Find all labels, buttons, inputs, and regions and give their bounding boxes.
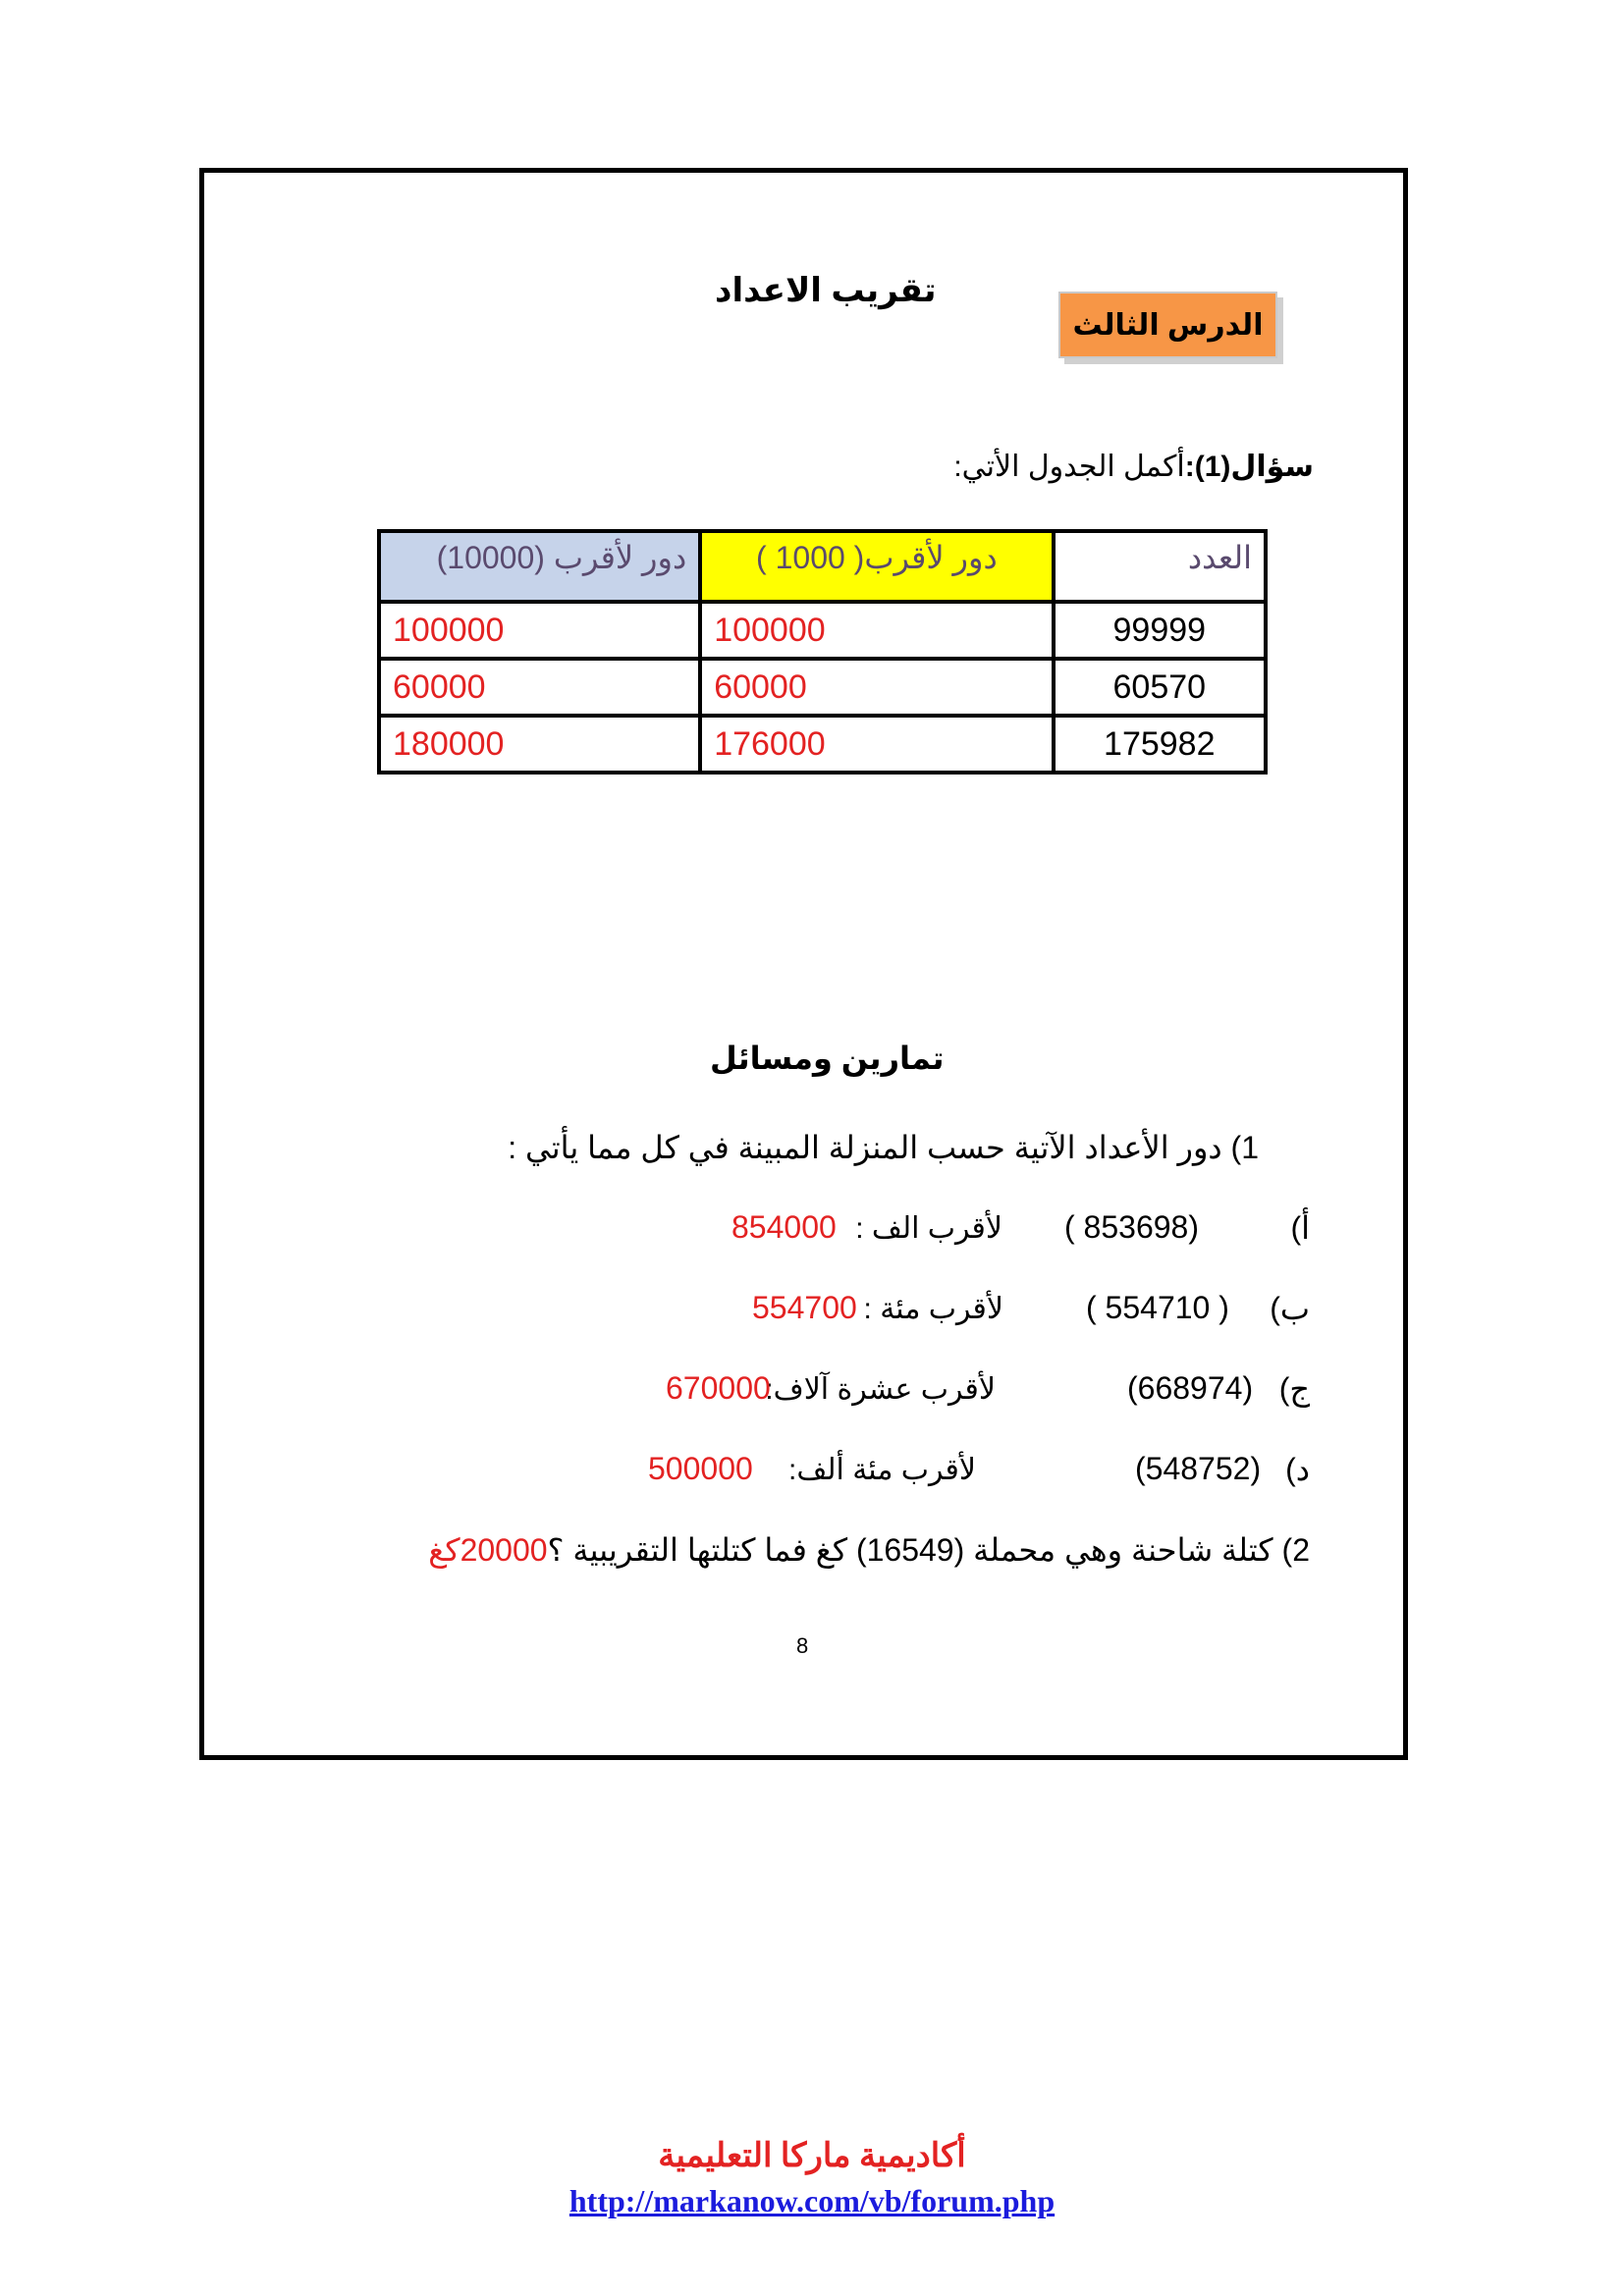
page-frame bbox=[199, 168, 1408, 1760]
exercise-item-a-number: (853698 ) bbox=[1064, 1209, 1199, 1245]
exercise-item-d-number: (548752) bbox=[1135, 1451, 1262, 1486]
cell-nearest-10000: 100000 bbox=[379, 602, 700, 659]
question-1-label: سؤال(1): bbox=[1184, 451, 1314, 483]
table-header-row bbox=[379, 531, 1266, 602]
exercise-item-c-number: (668974) bbox=[1127, 1370, 1254, 1406]
exercise-item-c-label: لأقرب عشرة آلاف: bbox=[765, 1373, 996, 1406]
lesson-badge-label: الدرس الثالث bbox=[1072, 308, 1264, 342]
exercise-item-b-answer: 554700 bbox=[752, 1290, 857, 1325]
header-nearest-1000: دور لأقرب( 1000 ) bbox=[700, 531, 1053, 602]
cell-number: 99999 bbox=[1054, 602, 1266, 659]
exercise-item-d-answer: 500000 bbox=[648, 1451, 753, 1486]
exercise-item-d-label: لأقرب مئة ألف: bbox=[788, 1454, 976, 1486]
page-title: تقريب الاعداد bbox=[715, 272, 937, 309]
cell-nearest-1000: 100000 bbox=[700, 602, 1053, 659]
exercise-2-text: 2) كتلة شاحنة وهي محملة (16549) كغ فما كتلتها التقريبية ؟ bbox=[547, 1532, 1310, 1568]
exercise-2-line bbox=[428, 1531, 1310, 1569]
rounding-table bbox=[377, 529, 1268, 774]
cell-nearest-10000: 180000 bbox=[379, 716, 700, 773]
cell-nearest-10000: 60000 bbox=[379, 659, 700, 716]
exercise-item-b-label: لأقرب مئة : bbox=[863, 1293, 1003, 1325]
footer-academy-name: أكاديمية ماركا التعليمية bbox=[658, 2138, 966, 2174]
exercise-item-a-answer: 854000 bbox=[731, 1209, 837, 1245]
cell-number: 60570 bbox=[1054, 659, 1266, 716]
lesson-badge bbox=[1058, 292, 1277, 358]
question-1 bbox=[953, 450, 1314, 484]
header-number: العدد bbox=[1054, 531, 1266, 602]
exercise-item-c-answer: 670000 bbox=[666, 1370, 771, 1406]
table-row bbox=[379, 716, 1266, 773]
cell-number: 175982 bbox=[1054, 716, 1266, 773]
table-row bbox=[379, 602, 1266, 659]
exercise-item-c-prefix: ج) bbox=[1278, 1371, 1310, 1407]
question-1-text: أكمل الجدول الأتي: bbox=[953, 451, 1185, 483]
exercise-item-a-prefix: أ) bbox=[1290, 1210, 1310, 1246]
exercise-1-instruction: 1) دور الأعداد الآتية حسب المنزلة المبينة في كل مما يأتي : bbox=[508, 1130, 1259, 1165]
page-number: 8 bbox=[796, 1633, 809, 1658]
exercise-item-b-number: ( 554710 ) bbox=[1086, 1290, 1229, 1325]
exercise-item-a-label: لأقرب الف : bbox=[855, 1212, 1002, 1245]
exercise-item-d-prefix: د) bbox=[1285, 1452, 1310, 1487]
cell-nearest-1000: 176000 bbox=[700, 716, 1053, 773]
table-row bbox=[379, 659, 1266, 716]
footer-url-link[interactable]: http://markanow.com/vb/forum.php bbox=[568, 2183, 1056, 2218]
exercise-item-b-prefix: ب) bbox=[1270, 1291, 1310, 1326]
header-nearest-10000: دور لأقرب (10000) bbox=[379, 531, 700, 602]
exercise-2-answer: 20000كغ bbox=[428, 1532, 548, 1568]
exercises-title: تمارين ومسائل bbox=[710, 1041, 945, 1076]
cell-nearest-1000: 60000 bbox=[700, 659, 1053, 716]
